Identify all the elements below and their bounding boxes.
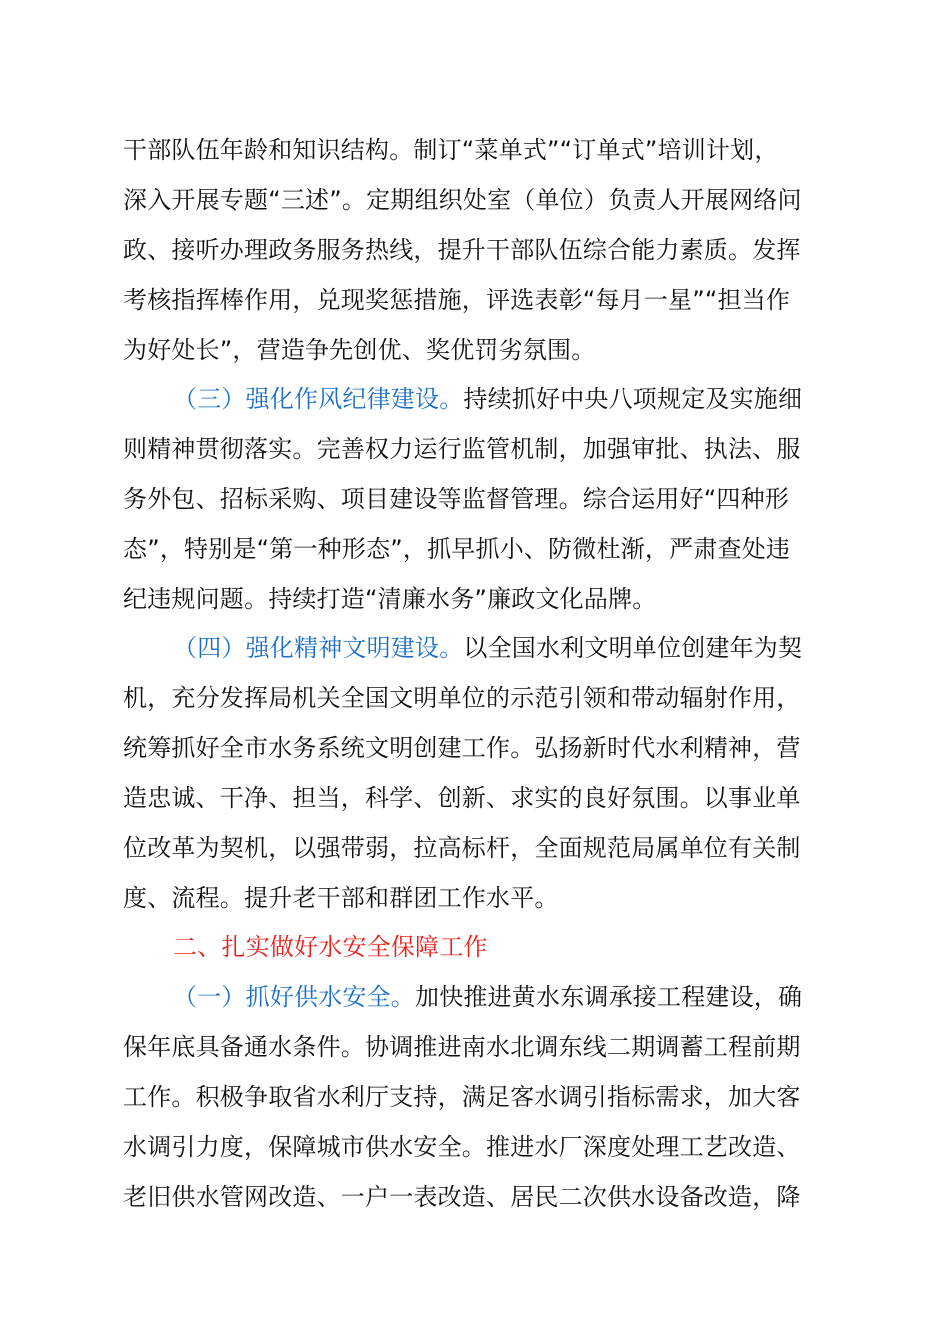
paragraph-line: 统筹抓好全市水务系统文明创建工作。弘扬新时代水利精神，营 xyxy=(123,734,801,762)
subsection-heading: （四）强化精神文明建设。 xyxy=(173,634,464,662)
subsection-heading: （三）强化作风纪律建设。 xyxy=(173,385,464,413)
paragraph-line: （一）抓好供水安全。加快推进黄水东调承接工程建设，确 xyxy=(173,983,803,1011)
paragraph-line: 态”，特别是“第一种形态”，抓早抓小、防微杜渐，严肃查处违 xyxy=(123,535,791,563)
paragraph-line: （四）强化精神文明建设。以全国水利文明单位创建年为契 xyxy=(173,634,803,662)
section-heading: 二、扎实做好水安全保障工作 xyxy=(173,933,488,961)
paragraph-line: 工作。积极争取省水利厅支持，满足客水调引指标需求，加大客 xyxy=(123,1083,801,1111)
paragraph-line: 位改革为契机，以强带弱，拉高标杆，全面规范局属单位有关制 xyxy=(123,834,801,862)
paragraph-line: 水调引力度，保障城市供水安全。推进水厂深度处理工艺改造、 xyxy=(123,1133,801,1161)
paragraph-line: 考核指挥棒作用，兑现奖惩措施，评选表彰“每月一星”“担当作 xyxy=(123,286,791,314)
paragraph-line: 为好处长”，营造争先创优、奖优罚劣氛围。 xyxy=(123,336,596,364)
paragraph-line: 干部队伍年龄和知识结构。制订“菜单式”“订单式”培训计划， xyxy=(123,136,779,164)
paragraph-line: 深入开展专题“三述”。定期组织处室（单位）负责人开展网络问 xyxy=(123,186,802,214)
paragraph-line: 保年底具备通水条件。协调推进南水北调东线二期调蓄工程前期 xyxy=(123,1033,801,1061)
paragraph-line: 机，充分发挥局机关全国文明单位的示范引领和带动辐射作用， xyxy=(123,684,801,712)
subsection-heading: （一）抓好供水安全。 xyxy=(173,983,415,1011)
paragraph-line: 纪违规问题。持续打造“清廉水务”廉政文化品牌。 xyxy=(123,585,657,613)
paragraph-line: 老旧供水管网改造、一户一表改造、居民二次供水设备改造，降 xyxy=(123,1183,801,1211)
paragraph-line: 政、接听办理政务服务热线，提升干部队伍综合能力素质。发挥 xyxy=(123,236,801,264)
paragraph-line: 度、流程。提升老干部和群团工作水平。 xyxy=(123,884,559,912)
paragraph-line: 造忠诚、干净、担当，科学、创新、求实的良好氛围。以事业单 xyxy=(123,784,801,812)
paragraph-line: （三）强化作风纪律建设。持续抓好中央八项规定及实施细 xyxy=(173,385,803,413)
paragraph-line: 则精神贯彻落实。完善权力运行监管机制，加强审批、执法、服 xyxy=(123,435,801,463)
paragraph-line: 务外包、招标采购、项目建设等监督管理。综合运用好“四种形 xyxy=(123,485,790,513)
